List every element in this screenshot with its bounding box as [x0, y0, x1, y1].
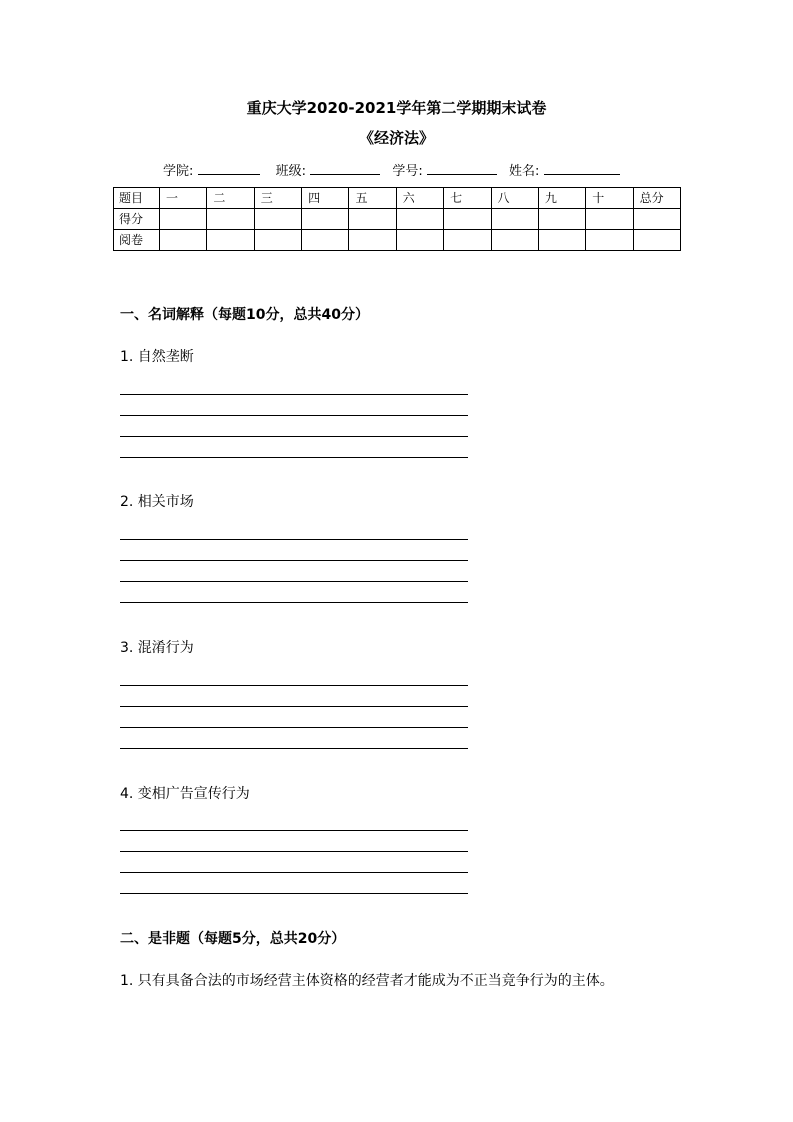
score-table — [113, 187, 681, 251]
score-cell[interactable] — [349, 209, 396, 230]
score-cell[interactable] — [160, 209, 207, 230]
answer-line — [120, 706, 468, 707]
grader-cell[interactable] — [349, 230, 396, 251]
grader-cell[interactable] — [444, 230, 491, 251]
answer-line — [120, 893, 468, 894]
score-row — [114, 209, 681, 230]
answer-line — [120, 851, 468, 852]
score-cell[interactable] — [538, 209, 585, 230]
answer-line — [120, 457, 468, 458]
question-1-4: 4. 变相广告宣传行为 — [120, 786, 250, 802]
exam-title: 重庆大学2020-2021学年第二学期期末试卷 — [246, 99, 547, 117]
header-cell: 三 — [254, 188, 301, 209]
grader-cell[interactable] — [633, 230, 680, 251]
score-table-header-row — [114, 188, 681, 209]
answer-line — [120, 748, 468, 749]
section1-heading: 一、名词解释（每题10分，总共40分） — [120, 307, 369, 323]
header-cell: 六 — [396, 188, 443, 209]
header-cell: 题目 — [114, 188, 160, 209]
score-cell[interactable] — [491, 209, 538, 230]
answer-area-1-1[interactable] — [120, 394, 468, 478]
student-id-label: 学号: — [392, 164, 423, 179]
score-cell[interactable] — [396, 209, 443, 230]
answer-line — [120, 872, 468, 873]
answer-area-1-2[interactable] — [120, 539, 468, 623]
grader-cell[interactable] — [207, 230, 254, 251]
name-blank[interactable] — [544, 162, 620, 175]
grader-cell[interactable] — [302, 230, 349, 251]
header-cell: 八 — [491, 188, 538, 209]
question-2-1: 1. 只有具备合法的市场经营主体资格的经营者才能成为不正当竞争行为的主体。 — [120, 973, 614, 989]
grader-row — [114, 230, 681, 251]
section2-heading: 二、是非题（每题5分，总共20分） — [120, 931, 346, 947]
header-cell: 九 — [538, 188, 585, 209]
exam-subtitle: 《经济法》 — [358, 129, 434, 147]
answer-line — [120, 415, 468, 416]
header-cell: 四 — [302, 188, 349, 209]
student-id-blank[interactable] — [427, 162, 497, 175]
student-info-row — [163, 162, 620, 180]
answer-line — [120, 602, 468, 603]
question-1-1: 1. 自然垄断 — [120, 349, 194, 365]
answer-line — [120, 830, 468, 831]
answer-line — [120, 539, 468, 540]
grader-cell[interactable] — [396, 230, 443, 251]
grader-cell[interactable] — [160, 230, 207, 251]
header-cell: 五 — [349, 188, 396, 209]
answer-line — [120, 581, 468, 582]
grader-cell[interactable] — [538, 230, 585, 251]
class-label: 班级: — [275, 164, 307, 179]
college-label: 学院: — [163, 164, 194, 179]
header-cell: 一 — [160, 188, 207, 209]
score-cell[interactable] — [254, 209, 301, 230]
college-blank[interactable] — [198, 162, 260, 175]
grader-row-label: 阅卷 — [114, 230, 160, 251]
header-cell: 二 — [207, 188, 254, 209]
grader-cell[interactable] — [254, 230, 301, 251]
answer-line — [120, 436, 468, 437]
answer-area-1-3[interactable] — [120, 685, 468, 769]
question-1-2: 2. 相关市场 — [120, 494, 194, 510]
score-cell[interactable] — [586, 209, 633, 230]
header-cell: 总分 — [633, 188, 680, 209]
header-cell: 七 — [444, 188, 491, 209]
question-1-3: 3. 混淆行为 — [120, 640, 194, 656]
score-cell[interactable] — [633, 209, 680, 230]
name-label: 姓名: — [509, 164, 540, 179]
score-cell[interactable] — [302, 209, 349, 230]
grader-cell[interactable] — [491, 230, 538, 251]
answer-line — [120, 727, 468, 728]
class-blank[interactable] — [310, 162, 380, 175]
score-cell[interactable] — [444, 209, 491, 230]
score-cell[interactable] — [207, 209, 254, 230]
answer-area-1-4[interactable] — [120, 830, 468, 914]
score-row-label: 得分 — [114, 209, 160, 230]
answer-line — [120, 394, 468, 395]
answer-line — [120, 685, 468, 686]
header-cell: 十 — [586, 188, 633, 209]
grader-cell[interactable] — [586, 230, 633, 251]
answer-line — [120, 560, 468, 561]
